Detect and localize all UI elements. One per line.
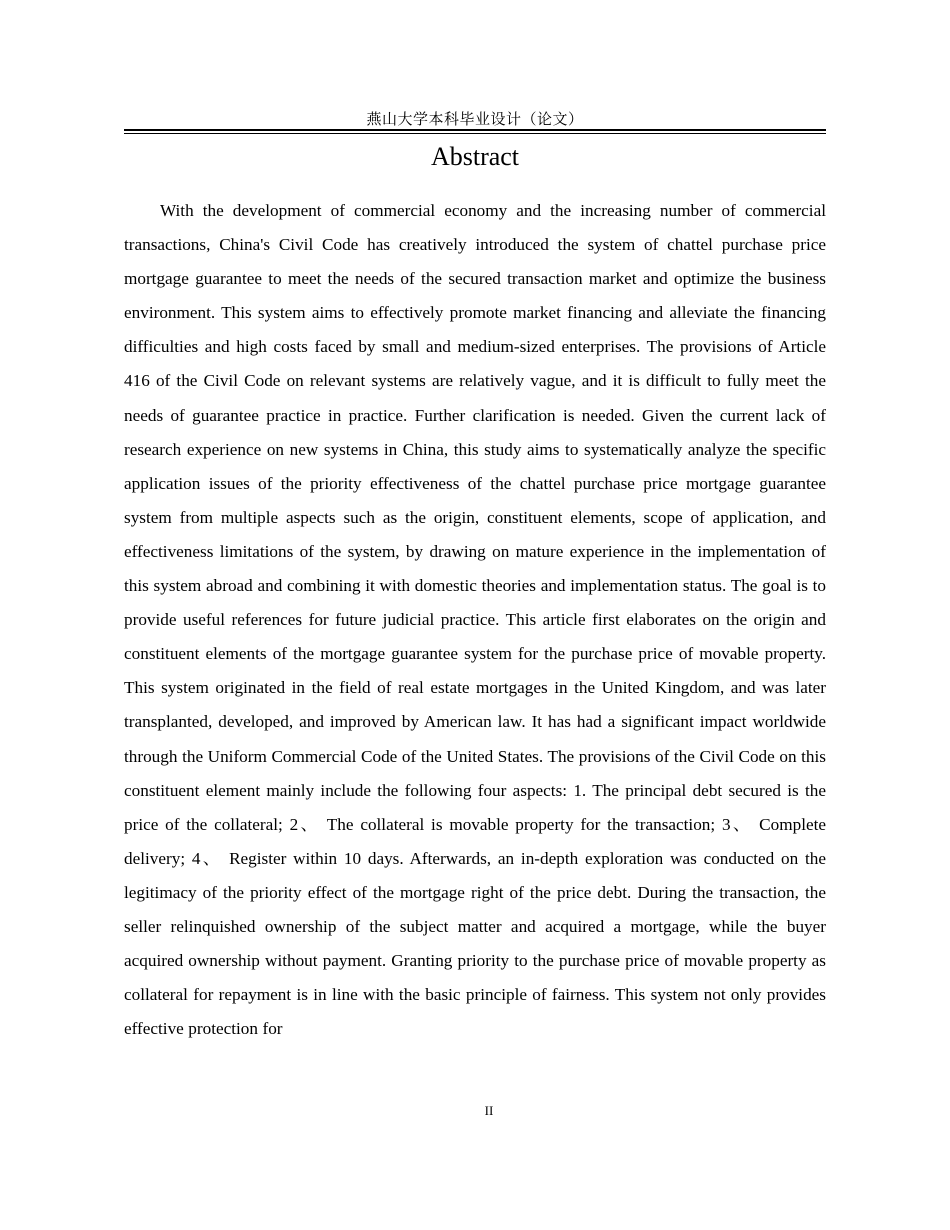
header-rule-thick: [124, 129, 826, 131]
abstract-paragraph: With the development of commercial economy and the increasing number of commercial transactions, China's Civil Code has creatively introduced the system of chattel purchase price mortgage guarantee to meet the needs of the secured transaction market and optimize the business environment. This system aims to effectively promote market financing and alleviate the financing difficulties and high costs faced by small and medium-sized enterprises. The provisions of Article 416 of the Civil Code on relevant systems are relatively vague, and it is difficult to fully meet the needs of guarantee practice in practice. Further clarification is needed. Given the current lack of research experience on new systems in China, this study aims to systematically analyze the specific application issues of the priority effectiveness of the chattel purchase price mortgage guarantee system from multiple aspects such as the origin, constituent elements, scope of application, and effectiveness limitations of the system, by drawing on mature experience in the implementation of this system abroad and combining it with domestic theories and implementation status. The goal is to provide useful references for future judicial practice. This article first elaborates on the origin and constituent elements of the mortgage guarantee system for the purchase price of movable property. This system originated in the field of real estate mortgages in the United Kingdom, and was later transplanted, developed, and improved by American law. It has had a significant impact worldwide through the Uniform Commercial Code of the United States. The provisions of the Civil Code on this constituent element mainly include the following four aspects: 1. The principal debt secured is the price of the collateral; 2、 The collateral is movable property for the transaction; 3、 Complete delivery; 4、 Register within 10 days. Afterwards, an in-depth exploration was conducted on the legitimacy of the priority effect of the mortgage right of the price debt. During the transaction, the seller relinquished ownership of the subject matter and acquired a mortgage, while the buyer acquired ownership without payment. Granting priority to the purchase price of movable property as collateral for repayment is in line with the basic principle of fairness. This system not only provides effective protection for: [124, 201, 826, 1039]
section-title: Abstract: [430, 142, 520, 171]
running-header: 燕山大学本科毕业设计（论文）: [366, 110, 584, 128]
header-rule-thin: [124, 133, 826, 134]
page-number: II: [484, 1103, 494, 1118]
